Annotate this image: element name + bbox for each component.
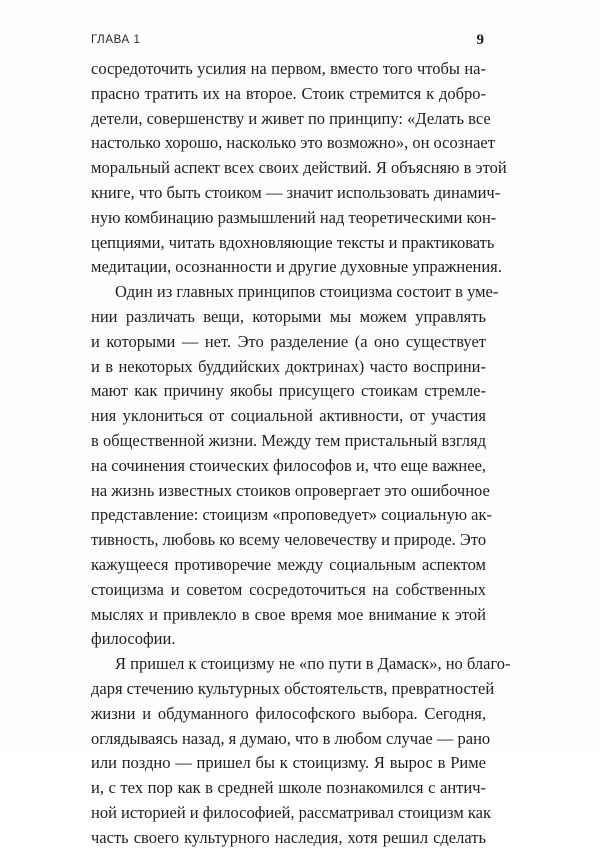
text-line: даря стечению культурных обстоятельств, превратностей xyxy=(91,678,495,698)
text-line: мают как причину якобы присущего стоикам стремле- xyxy=(91,381,486,401)
text-line: и, с тех пор как в средней школе познакомился с антич- xyxy=(91,778,486,798)
text-line: стоицизма и советом сосредоточиться на собственных xyxy=(91,579,486,599)
text-line: и которыми — нет. Это разделение (а оно существует xyxy=(91,331,486,351)
running-head xyxy=(91,32,484,52)
text-line: детели, совершенству и живет по принципу: «Делать все xyxy=(91,108,491,128)
text-line: цепциями, читать вдохновляющие тексты и практиковать xyxy=(91,232,495,252)
text-line: и в некоторых буддийских доктринах) часто восприни- xyxy=(91,356,486,376)
text-line: на жизнь известных стоиков опровергает это ошибочное xyxy=(91,480,490,500)
text-line: или поздно — пришел бы к стоицизму. Я вырос в Риме xyxy=(91,753,486,773)
text-line: в общественной жизни. Между тем пристальный взгляд xyxy=(91,430,486,450)
paragraph-first-line: Один из главных принципов стоицизма состоит в уме- xyxy=(115,282,499,302)
text-line: сосредоточить усилия на первом, вместо того чтобы на- xyxy=(91,59,486,78)
text-line: ную комбинацию размышлений над теоретическими кон- xyxy=(91,207,497,227)
text-line: представление: стоицизм «проповедует» социальную ак- xyxy=(91,505,492,525)
text-line: философии. xyxy=(91,629,176,649)
text-line: часть своего культурного наследия, хотя решил сделать xyxy=(91,827,486,847)
text-line: тивность, любовь ко всему человечеству и природе. Это xyxy=(91,530,487,550)
body-text xyxy=(91,57,511,851)
text-line: прасно тратить их на второе. Стоик стремится к добро- xyxy=(91,83,486,103)
page-number: 9 xyxy=(476,32,484,48)
text-line: жизни и обдуманного философского выбора. Сегодня, xyxy=(91,703,486,723)
text-line: ния уклониться от социальной активности, от участия xyxy=(91,406,486,426)
text-line: на сочинения стоических философов и, что еще важнее, xyxy=(91,455,487,475)
text-line: медитации, осознанности и другие духовные упражнения. xyxy=(91,257,502,277)
text-line: книге, что быть стоиком — значит использовать динамич- xyxy=(91,182,501,202)
text-line: кажущееся противоречие между социальным аспектом xyxy=(91,554,486,574)
text-line: мыслях и привлекло в свое время мое внимание к этой xyxy=(91,604,486,624)
text-line: нии различать вещи, которыми мы можем управлять xyxy=(91,306,486,326)
paragraph-first-line: Я пришел к стоицизму не «по пути в Дамаск», но благо- xyxy=(115,654,511,674)
text-line: настолько хорошо, насколько это возможно», он осознает xyxy=(91,133,495,153)
text-line: оглядываясь назад, я думаю, что в любом случае — рано xyxy=(91,728,491,748)
chapter-label: ГЛАВА 1 xyxy=(91,34,141,46)
text-line: ной историей и философией, рассматривал стоицизм как xyxy=(91,802,492,822)
text-line: моральный аспект всех своих действий. Я объясняю в этой xyxy=(91,158,507,178)
